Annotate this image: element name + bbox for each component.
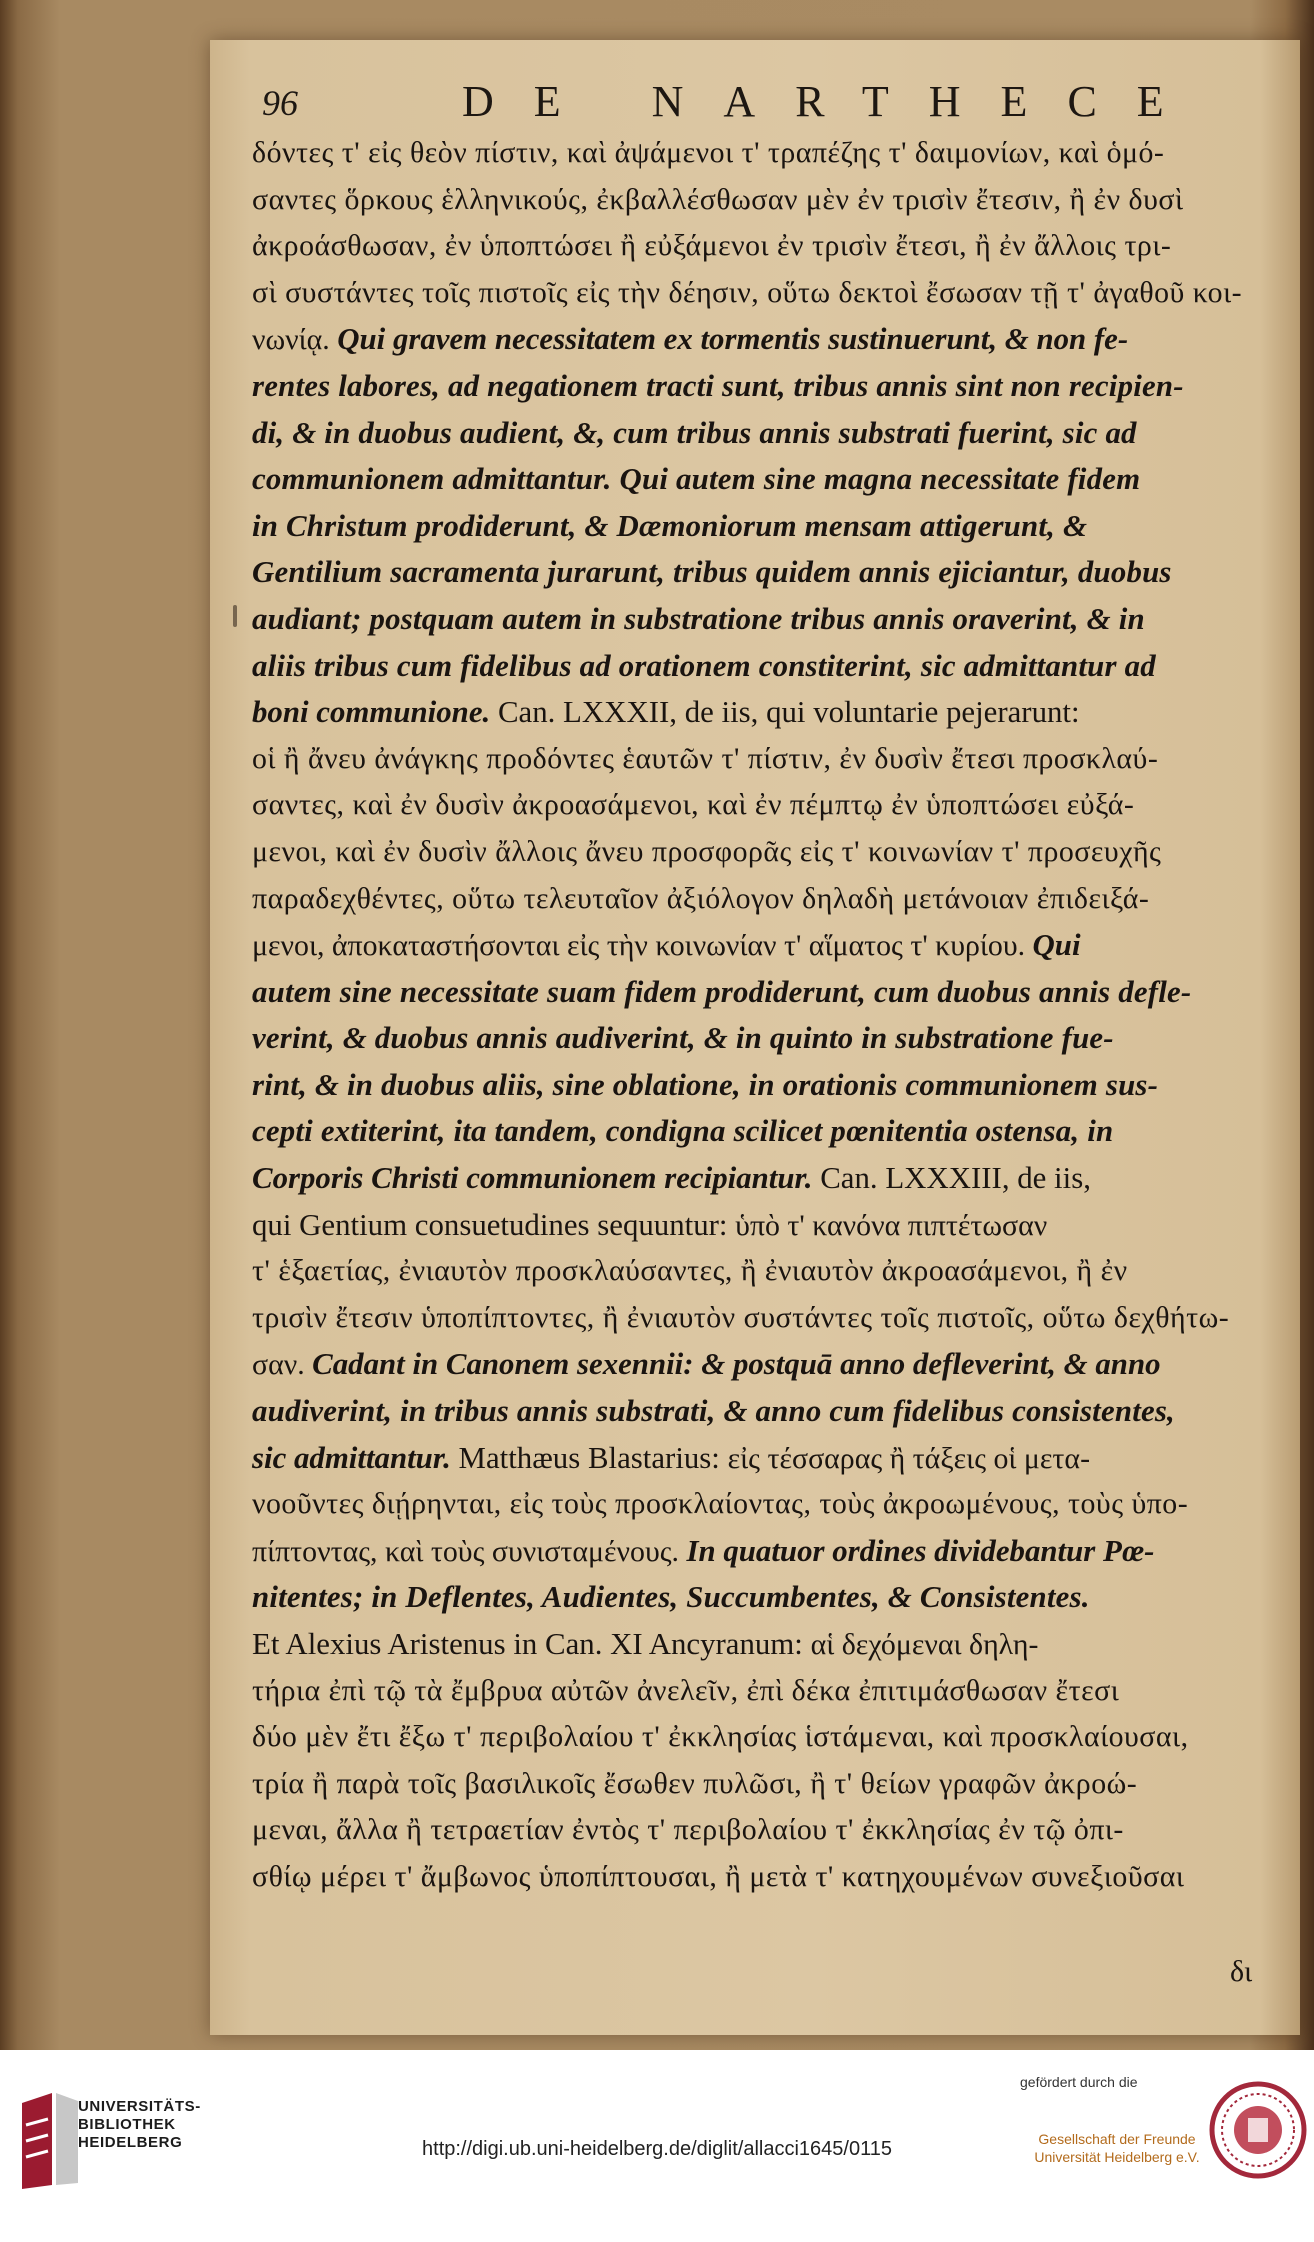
text-line: νοοῦντες διῄρηνται, εἰς τοὺς προσκλαίοντας, τοὺς ἀκροωμένους, τοὺς ὑπο- [252, 1487, 1189, 1521]
text-span: Et Alexius Aristenus in Can. XI Ancyranum: [252, 1626, 811, 1661]
text-span: Corporis Christi communionem recipiantur. [252, 1160, 821, 1196]
text-span: Qui [1032, 927, 1081, 963]
text-line: σὶ συστάντες τοῖς πιστοῖς εἰς τὴν δέησιν, οὕτω δεκτοὶ ἔσωσαν τῇ τ' ἀγαθοῦ κοι- [252, 275, 1243, 309]
library-name-line: BIBLIOTHEK [78, 2116, 176, 2133]
text-span: qui Gentium consuetudines sequuntur: [252, 1206, 736, 1242]
text-line [252, 1155, 1297, 1202]
text-line: μενοι, καὶ ἐν δυσὶν ἄλλοις ἄνευ προσφορᾶς εἰς τ' κοινωνίαν τ' προσευχῆς [252, 834, 1162, 868]
page-number: 96 [262, 83, 298, 123]
footer [0, 2050, 1314, 2242]
text-line [252, 1435, 1297, 1482]
text-line [252, 1528, 1297, 1575]
running-head [262, 76, 1302, 136]
text-line: Gentilium sacramenta jurarunt, tribus quidem annis ejiciantur, duobus [252, 554, 1172, 590]
text-line: σαντες, καὶ ἐν δυσὶν ἀκροασάμενοι, καὶ ἐν πέμπτῳ ἐν ὑποπτώσει εὐξά- [252, 788, 1135, 822]
sponsor-line: Universität Heidelberg e.V. [1034, 2149, 1200, 2165]
text-line: μεναι, ἄλλα ἢ τετραετίαν ἐντὸς τ' περιβολαίου τ' ἐκκλησίας ἐν τῷ ὀπι- [252, 1813, 1124, 1847]
university-seal-icon [1208, 2080, 1308, 2180]
text-line: rint, & in duobus aliis, sine oblatione, in orationis communionem sus- [252, 1066, 1159, 1102]
text-line: nitentes; in Deflentes, Audientes, Succumbentes, & Consistentes. [252, 1579, 1090, 1615]
text-line: audiverint, in tribus annis substrati, & anno cum fidelibus consistentes, [252, 1393, 1175, 1429]
text-line: παραδεχθέντες, οὕτω τελευταῖον ἀξιόλογον δηλαδὴ μετάνοιαν ἐπιδειξά- [252, 881, 1150, 915]
text-line [252, 922, 1297, 969]
text-span: In quatuor ordines dividebantur Pœ- [686, 1532, 1155, 1568]
text-span: ὑπὸ τ' κανόνα πιπτέτωσαν [735, 1208, 1048, 1242]
sponsor-label: gefördert durch die [1020, 2074, 1138, 2090]
text-line [252, 1621, 1297, 1668]
text-line [252, 316, 1297, 363]
text-line: τ' ἑξαετίας, ἐνιαυτὸν προσκλαύσαντες, ἢ ἐνιαυτὸν ἀκροασάμενοι, ἢ ἐν [252, 1254, 1128, 1288]
text-line: communionem admittantur. Qui autem sine magna necessitate fidem [252, 461, 1141, 497]
text-span: νωνίᾳ. [252, 323, 338, 357]
sponsor-line: Gesellschaft der Freunde [1038, 2131, 1196, 2147]
text-line: di, & in duobus audient, &, cum tribus annis substrati fuerint, sic ad [252, 414, 1137, 450]
text-line: δύο μὲν ἔτι ἔξω τ' περιβολαίου τ' ἐκκλησίας ἱστάμεναι, καὶ προσκλαίουσαι, [252, 1720, 1189, 1754]
library-name-line: UNIVERSITÄTS- [78, 2098, 201, 2115]
permalink[interactable]: http://digi.ub.uni-heidelberg.de/diglit/allacci1645/0115 [422, 2138, 892, 2160]
text-line: audiant; postquam autem in substratione tribus annis oraverint, & in [252, 600, 1145, 636]
text-line: σαντες ὅρκους ἑλληνικούς, ἐκβαλλέσθωσαν μὲν ἐν τρισὶν ἔτεσιν, ἢ ἐν δυσὶ [252, 182, 1184, 216]
text-line: ἀκροάσθωσαν, ἐν ὑποπτώσει ἢ εὐξάμενοι ἐν τρισὶν ἔτεσι, ἢ ἐν ἄλλοις τρι- [252, 229, 1172, 263]
text-span: μενοι, ἀποκαταστήσονται εἰς τὴν κοινωνίαν τ' αἵματος τ' κυρίου. [252, 929, 1033, 963]
text-span: εἰς τέσσαρας ἢ τάξεις οἱ μετα- [727, 1441, 1091, 1475]
text-span: σαν. [252, 1348, 313, 1382]
text-line: τρισὶν ἔτεσιν ὑποπίπτοντες, ἢ ἐνιαυτὸν συστάντες τοῖς πιστοῖς, οὕτω δεχθήτω- [252, 1300, 1230, 1334]
margin-mark [233, 605, 237, 627]
text-line: οἱ ἢ ἄνευ ἀνάγκης προδόντες ἑαυτῶν τ' πίστιν, ἐν δυσὶν ἔτεσι προσκλαύ- [252, 741, 1159, 775]
text-span: αἱ δεχόμεναι δηλη- [810, 1628, 1039, 1661]
text-line: verint, & duobus annis audiverint, & in quinto in substratione fue- [252, 1020, 1114, 1056]
running-title: DE NARTHECE [462, 77, 1204, 126]
text-line: rentes labores, ad negationem tracti sunt, tribus annis sint non recipien- [252, 367, 1184, 403]
sponsor-name [1022, 2130, 1212, 2166]
text-line: τήρια ἐπὶ τῷ τὰ ἔμβρυα αὐτῶν ἀνελεῖν, ἐπὶ δέκα ἐπιτιμάσθωσαν ἔτεσι [252, 1673, 1120, 1707]
text-line [252, 1341, 1297, 1388]
text-line [252, 689, 1297, 736]
text-line: aliis tribus cum fidelibus ad orationem constiterint, sic admittantur ad [252, 647, 1156, 683]
text-span: Cadant in Canonem sexennii: & postquā anno defleverint, & anno [312, 1346, 1161, 1382]
text-span: Qui gravem necessitatem ex tormentis sustinuerunt, & non fe- [337, 321, 1129, 357]
catchword: δι [1230, 1955, 1253, 1988]
text-span: Can. LXXXIII, de iis, [820, 1160, 1091, 1196]
text-line: δόντες τ' εἰς θεὸν πίστιν, καὶ ἀψάμενοι τ' τραπέζης τ' δαιμονίων, καὶ ὁμό- [252, 136, 1165, 169]
text-line: autem sine necessitate suam fidem prodiderunt, cum duobus annis defle- [252, 973, 1192, 1009]
text-span: Can. LXXXII, de iis, qui voluntarie pejerarunt: [497, 694, 1080, 730]
text-line: σθίῳ μέρει τ' ἄμβωνος ὑποπίπτουσαι, ἢ μετὰ τ' κατηχουμένων συνεξιοῦσαι [252, 1859, 1185, 1893]
text-line: τρία ἢ παρὰ τοῖς βασιλικοῖς ἔσωθεν πυλῶσι, ἢ τ' θείων γραφῶν ἀκροώ- [252, 1766, 1138, 1800]
text-line [252, 1202, 1297, 1249]
page-text [252, 130, 1302, 1901]
library-name-line: HEIDELBERG [78, 2134, 183, 2151]
text-span: πίπτοντας, καὶ τοὺς συνισταμένους. [252, 1534, 687, 1568]
text-span: boni communione. [252, 694, 498, 730]
text-line: in Christum prodiderunt, & Dæmoniorum mensam attigerunt, & [252, 507, 1088, 543]
text-line: cepti extiterint, ita tandem, condigna scilicet pœnitentia ostensa, in [252, 1113, 1114, 1149]
text-span: sic admittantur. [252, 1439, 459, 1475]
text-span: Matthæus Blastarius: [458, 1439, 728, 1475]
